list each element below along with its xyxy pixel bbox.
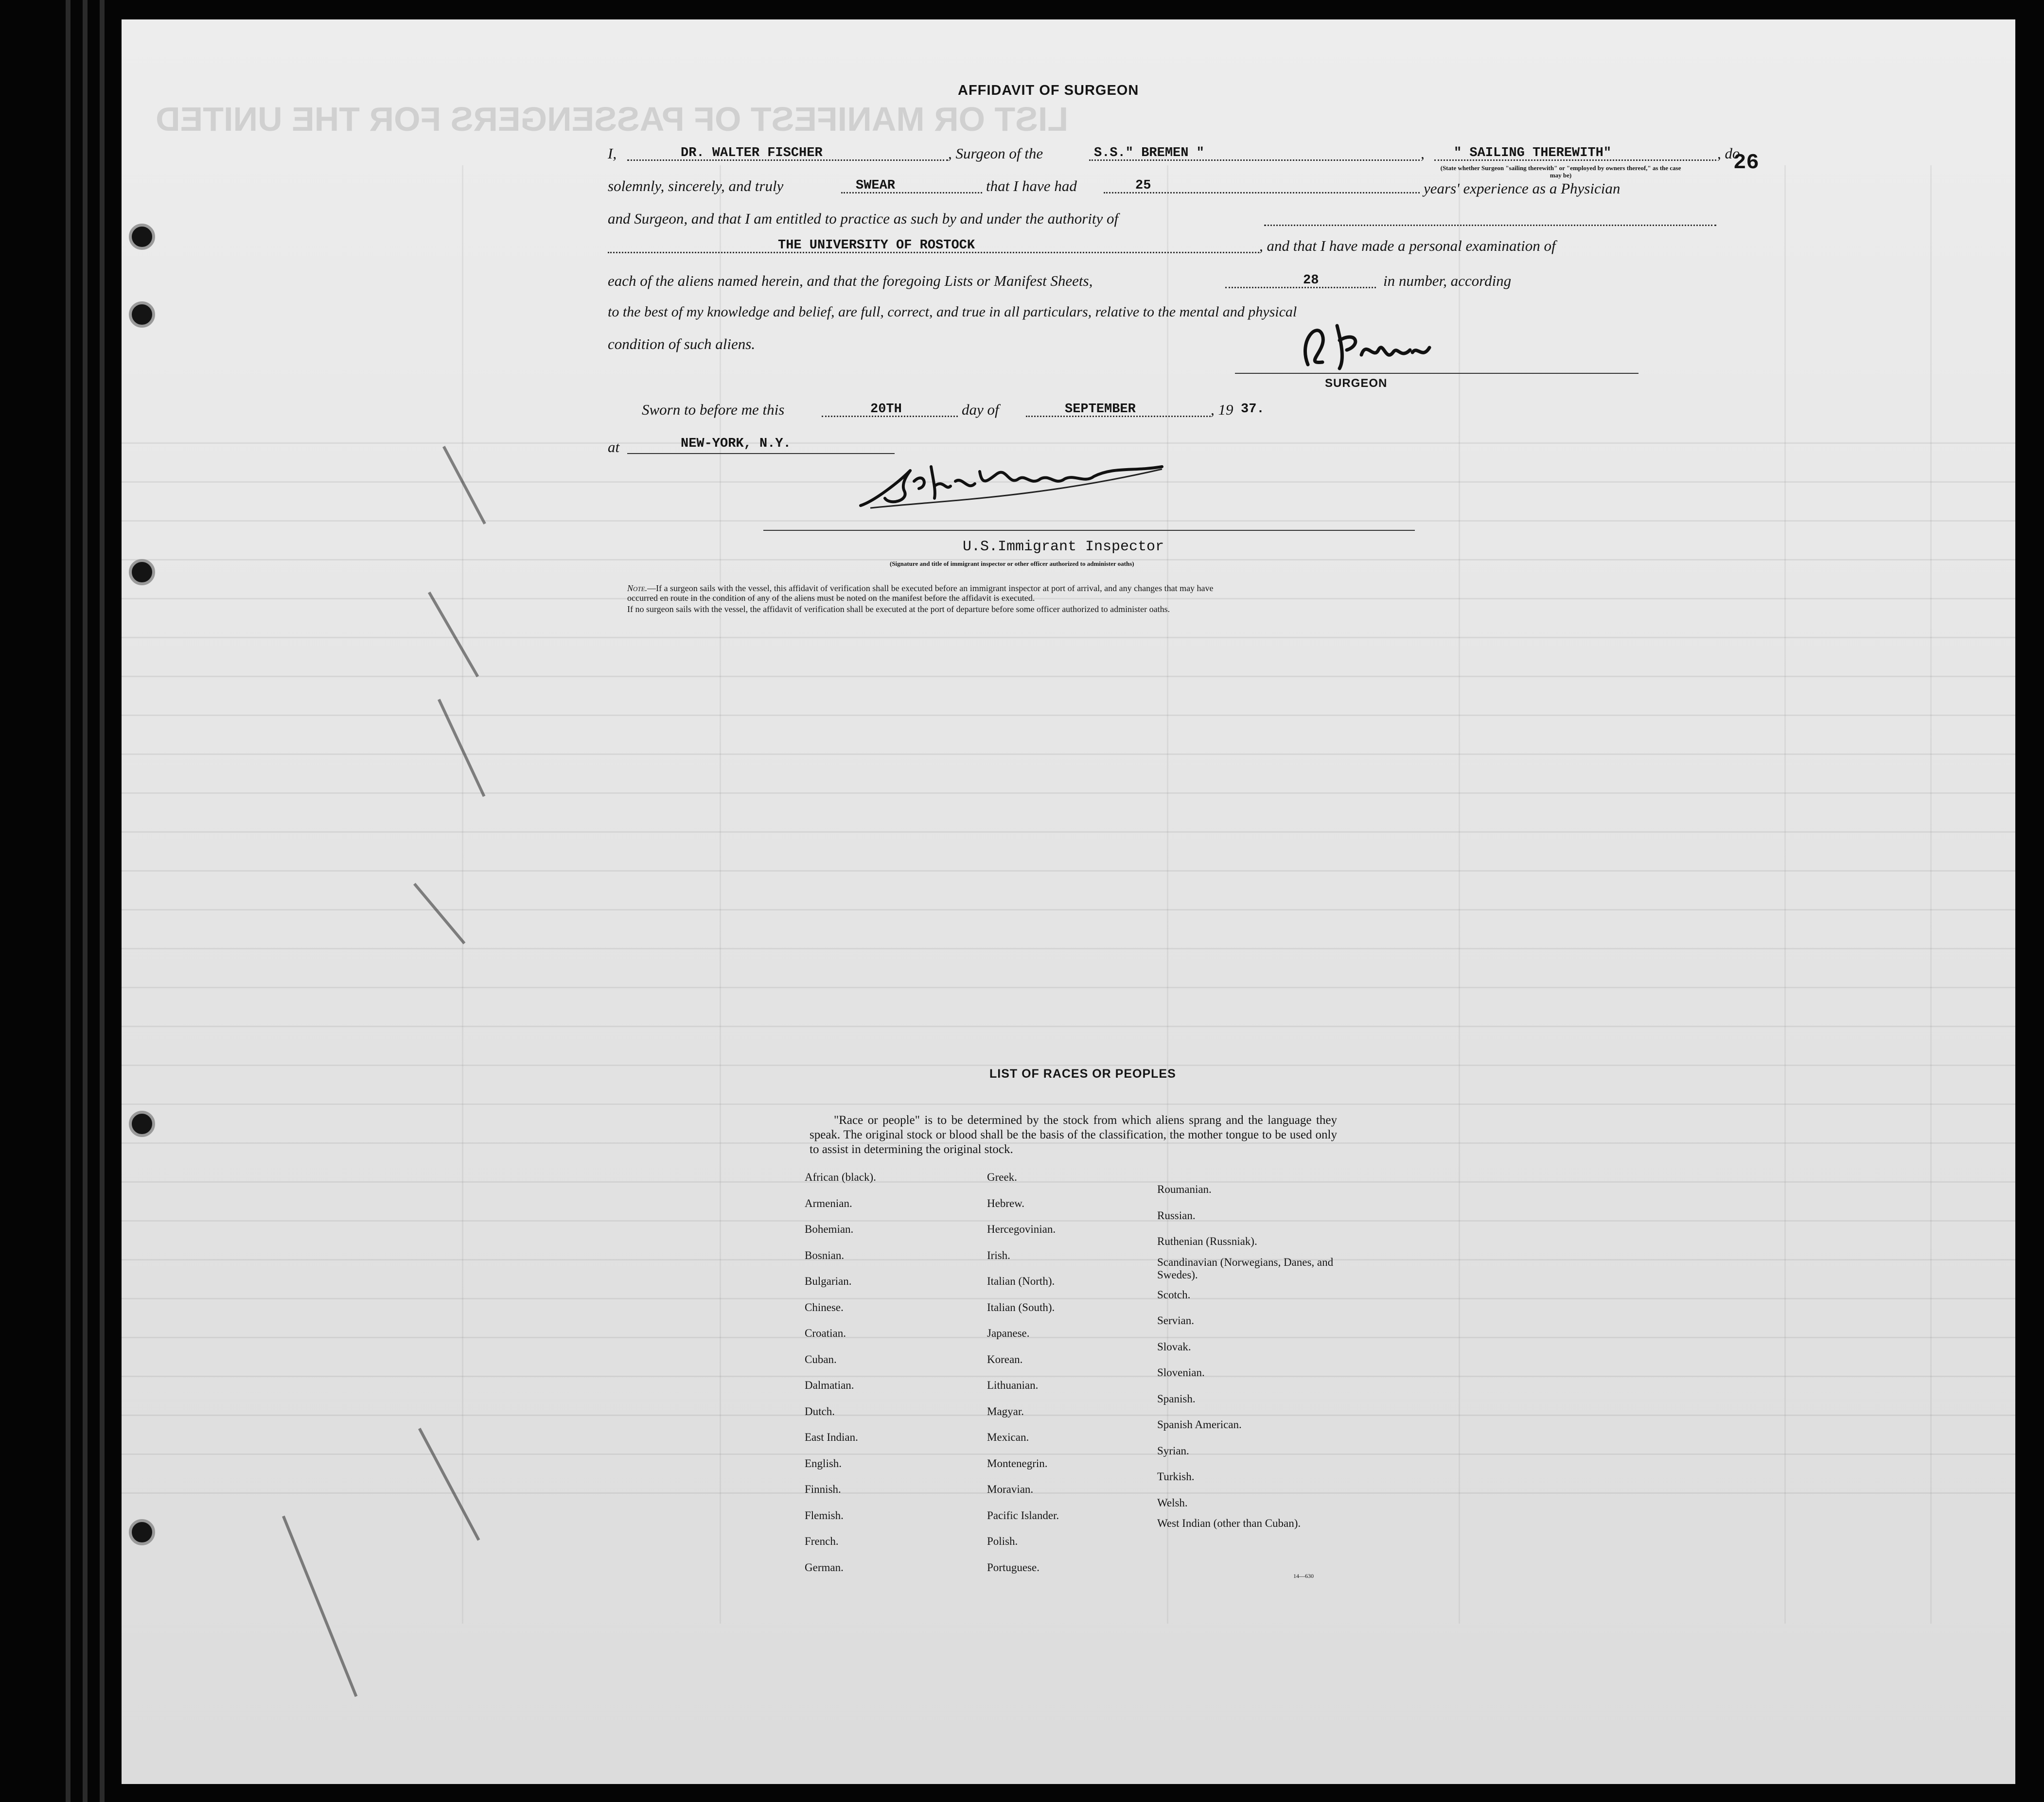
sworn-year: 37. bbox=[1241, 402, 1265, 417]
binder-edge bbox=[66, 0, 70, 1802]
binder-edge bbox=[100, 0, 105, 1802]
race-item: Moravian. bbox=[987, 1483, 1034, 1495]
ghost-column bbox=[462, 165, 463, 1624]
binder-hole bbox=[129, 224, 155, 250]
ghost-rule bbox=[122, 1376, 2015, 1377]
page-number: 26 bbox=[1733, 151, 1759, 175]
race-item: Scotch. bbox=[1157, 1288, 1191, 1301]
ghost-rule bbox=[122, 831, 2015, 833]
race-item: Slovak. bbox=[1157, 1340, 1191, 1353]
race-item: Dalmatian. bbox=[805, 1379, 854, 1391]
surgeon-label: SURGEON bbox=[1325, 377, 1388, 390]
race-item: Italian (South). bbox=[987, 1301, 1055, 1313]
race-item: English. bbox=[805, 1457, 842, 1470]
races-column-2 bbox=[987, 1164, 1059, 1580]
ghost-rule bbox=[122, 442, 2015, 444]
tally-mark bbox=[442, 446, 486, 525]
race-item: Croatian. bbox=[805, 1327, 846, 1339]
ghost-rule bbox=[122, 1181, 2015, 1183]
ghost-column bbox=[720, 165, 721, 1624]
line7: condition of such aliens. bbox=[608, 335, 756, 352]
ghost-rule bbox=[122, 1337, 2015, 1338]
race-item: Mexican. bbox=[987, 1431, 1029, 1443]
race-item: Pacific Islander. bbox=[987, 1509, 1059, 1522]
race-item: East Indian. bbox=[805, 1431, 858, 1443]
sworn-month: SEPTEMBER bbox=[1065, 402, 1136, 417]
race-item: Servian. bbox=[1157, 1314, 1195, 1327]
race-item: French. bbox=[805, 1535, 839, 1547]
binder-edge bbox=[83, 0, 88, 1802]
ghost-rule bbox=[122, 1065, 2015, 1066]
oath: SWEAR bbox=[856, 178, 896, 193]
sheet-count: 28 bbox=[1303, 273, 1319, 288]
race-item: Bosnian. bbox=[805, 1249, 845, 1261]
race-item: Korean. bbox=[987, 1353, 1023, 1365]
race-item: Japanese. bbox=[987, 1327, 1030, 1339]
ghost-rule bbox=[122, 1453, 2015, 1455]
line1-end: , do bbox=[1717, 145, 1740, 162]
vessel-name: S.S." BREMEN " bbox=[1094, 146, 1204, 160]
sworn-lead: Sworn to before me this bbox=[642, 401, 785, 418]
line4-end: , and that I have made a personal examination of bbox=[1259, 237, 1556, 254]
ghost-rule bbox=[122, 987, 2015, 988]
race-item: Russian. bbox=[1157, 1209, 1196, 1222]
races-column-3 bbox=[1157, 1176, 1352, 1530]
surgeon-signature bbox=[1288, 311, 1444, 379]
ghost-rule bbox=[122, 1103, 2015, 1105]
race-item: Ruthenian (Russniak). bbox=[1157, 1235, 1257, 1247]
race-item: Lithuanian. bbox=[987, 1379, 1039, 1391]
race-item: Syrian. bbox=[1157, 1444, 1189, 1457]
ghost-rule bbox=[122, 792, 2015, 794]
race-item: Hercegovinian. bbox=[987, 1223, 1056, 1235]
races-intro: "Race or people" is to be determined by the stock from which aliens sprang and the language they speak. The original stock or blood shall be the basis of the classification, the mother tongue to be used only to assist in determining the original stock. bbox=[810, 1114, 1337, 1156]
race-item: Scandinavian (Norwegians, Danes, and Swedes). bbox=[1157, 1256, 1334, 1281]
race-item: Hebrew. bbox=[987, 1197, 1025, 1209]
line2-lead: solemnly, sincerely, and truly bbox=[608, 177, 784, 194]
race-item: Magyar. bbox=[987, 1405, 1024, 1417]
race-item: Greek. bbox=[987, 1171, 1017, 1183]
race-item: Montenegrin. bbox=[987, 1457, 1048, 1470]
sheets-rule bbox=[1225, 287, 1376, 288]
race-item: Chinese. bbox=[805, 1301, 844, 1313]
inspector-title: U.S.Immigrant Inspector bbox=[963, 539, 1164, 555]
authority: THE UNIVERSITY OF ROSTOCK bbox=[778, 238, 975, 253]
race-item: Finnish. bbox=[805, 1483, 841, 1495]
race-item: Spanish American. bbox=[1157, 1418, 1242, 1431]
race-item: German. bbox=[805, 1561, 844, 1574]
note-line2: occurred en route in the condition of any of the aliens must be noted on the manifest before the affidavit is executed. bbox=[627, 593, 1035, 603]
ghost-rule bbox=[122, 520, 2015, 522]
ghost-column bbox=[1459, 165, 1460, 1624]
surgeon-name: DR. WALTER FISCHER bbox=[681, 146, 823, 160]
form-number: 14—630 bbox=[1293, 1573, 1314, 1579]
race-item: Slovenian. bbox=[1157, 1366, 1205, 1379]
binder-hole bbox=[129, 301, 155, 328]
race-item: African (black). bbox=[805, 1171, 876, 1183]
race-item: Polish. bbox=[987, 1535, 1018, 1547]
race-item: Irish. bbox=[987, 1249, 1010, 1261]
manifest-page bbox=[122, 19, 2015, 1784]
race-item: Italian (North). bbox=[987, 1275, 1055, 1287]
sworn-mid: day of bbox=[962, 401, 999, 418]
binder-hole bbox=[129, 1519, 155, 1545]
tally-mark bbox=[413, 883, 465, 944]
race-item: Armenian. bbox=[805, 1197, 852, 1209]
ghost-rule bbox=[122, 1298, 2015, 1299]
ghost-rule bbox=[122, 1259, 2015, 1260]
affidavit-title: AFFIDAVIT OF SURGEON bbox=[958, 83, 1139, 98]
line2-mid: that I have had bbox=[986, 177, 1077, 194]
tally-mark bbox=[428, 592, 479, 677]
binder-hole bbox=[129, 559, 155, 585]
race-item: Cuban. bbox=[805, 1353, 837, 1365]
race-item: Bohemian. bbox=[805, 1223, 854, 1235]
ghost-column bbox=[1930, 165, 1932, 1624]
race-item: Portuguese. bbox=[987, 1561, 1040, 1574]
race-item: West Indian (other than Cuban). bbox=[1157, 1517, 1301, 1529]
line5-end: in number, according bbox=[1383, 272, 1512, 289]
race-item: Dutch. bbox=[805, 1405, 835, 1417]
status-note: (State whether Surgeon "sailing therewith" or "employed by owners thereof," as the case may be) bbox=[1440, 164, 1681, 179]
years-experience: 25 bbox=[1135, 178, 1151, 193]
place: NEW-YORK, N.Y. bbox=[681, 437, 791, 451]
line6: to the best of my knowledge and belief, are full, correct, and true in all particulars, relative to the mental and physical bbox=[608, 304, 1297, 320]
ghost-rule bbox=[122, 1492, 2015, 1494]
authority-rule-top bbox=[1264, 225, 1716, 226]
sworn-year-prefix: , 19 bbox=[1211, 401, 1233, 418]
races-title: LIST OF RACES OR PEOPLES bbox=[989, 1067, 1176, 1081]
race-item: Welsh. bbox=[1157, 1496, 1188, 1509]
note-line3: If no surgeon sails with the vessel, the affidavit of verification shall be executed at the port of departure before some officer authorized to administer oaths. bbox=[627, 604, 1170, 614]
ghost-rule bbox=[122, 909, 2015, 910]
inspector-signature bbox=[841, 452, 1181, 515]
line5-lead: each of the aliens named herein, and that the foregoing Lists or Manifest Sheets, bbox=[608, 272, 1093, 289]
tally-mark bbox=[282, 1516, 357, 1697]
race-item: Flemish. bbox=[805, 1509, 844, 1522]
ghost-rule bbox=[122, 598, 2015, 599]
at-label: at bbox=[608, 438, 620, 455]
race-item: Spanish. bbox=[1157, 1392, 1196, 1405]
line1-lead: I, bbox=[608, 145, 617, 162]
inspector-caption: (Signature and title of immigrant inspector or other officer authorized to administer oaths) bbox=[890, 560, 1134, 567]
inspector-rule bbox=[763, 530, 1415, 531]
ghost-rule bbox=[122, 948, 2015, 949]
bleed-through-heading: LIST OR MANIFEST OF PASSENGERS FOR THE UNITED bbox=[156, 100, 1069, 138]
races-column-1 bbox=[805, 1164, 876, 1580]
ghost-rule bbox=[122, 1026, 2015, 1027]
surgeon-rule bbox=[1235, 373, 1639, 374]
race-item: Roumanian. bbox=[1157, 1183, 1212, 1195]
ghost-rule bbox=[122, 1415, 2015, 1416]
line1-comma: , bbox=[1421, 145, 1425, 162]
race-item: Bulgarian. bbox=[805, 1275, 852, 1287]
sworn-day: 20TH bbox=[870, 402, 902, 417]
ghost-rule bbox=[122, 1220, 2015, 1222]
ghost-rule bbox=[122, 637, 2015, 638]
line3: and Surgeon, and that I am entitled to practice as such by and under the authority of bbox=[608, 210, 1119, 227]
ghost-rule bbox=[122, 753, 2015, 755]
surgeon-status: " SAILING THEREWITH" bbox=[1454, 146, 1612, 160]
tally-mark bbox=[418, 1428, 480, 1540]
race-item: Turkish. bbox=[1157, 1470, 1195, 1483]
note-lead: Note. bbox=[627, 583, 648, 593]
ghost-rule bbox=[122, 676, 2015, 677]
ghost-rule bbox=[122, 715, 2015, 716]
ghost-column bbox=[1784, 165, 1786, 1624]
years-rule bbox=[1104, 192, 1420, 193]
ghost-rule bbox=[122, 870, 2015, 872]
note-text-1: —If a surgeon sails with the vessel, this affidavit of verification shall be executed before an immigrant inspector at port of arrival, and any changes that may have bbox=[647, 583, 1214, 593]
binder-hole bbox=[129, 1111, 155, 1137]
line1-mid: , Surgeon of the bbox=[948, 145, 1043, 162]
note-line1 bbox=[627, 583, 1214, 594]
line2-end: years' experience as a Physician bbox=[1424, 180, 1621, 197]
